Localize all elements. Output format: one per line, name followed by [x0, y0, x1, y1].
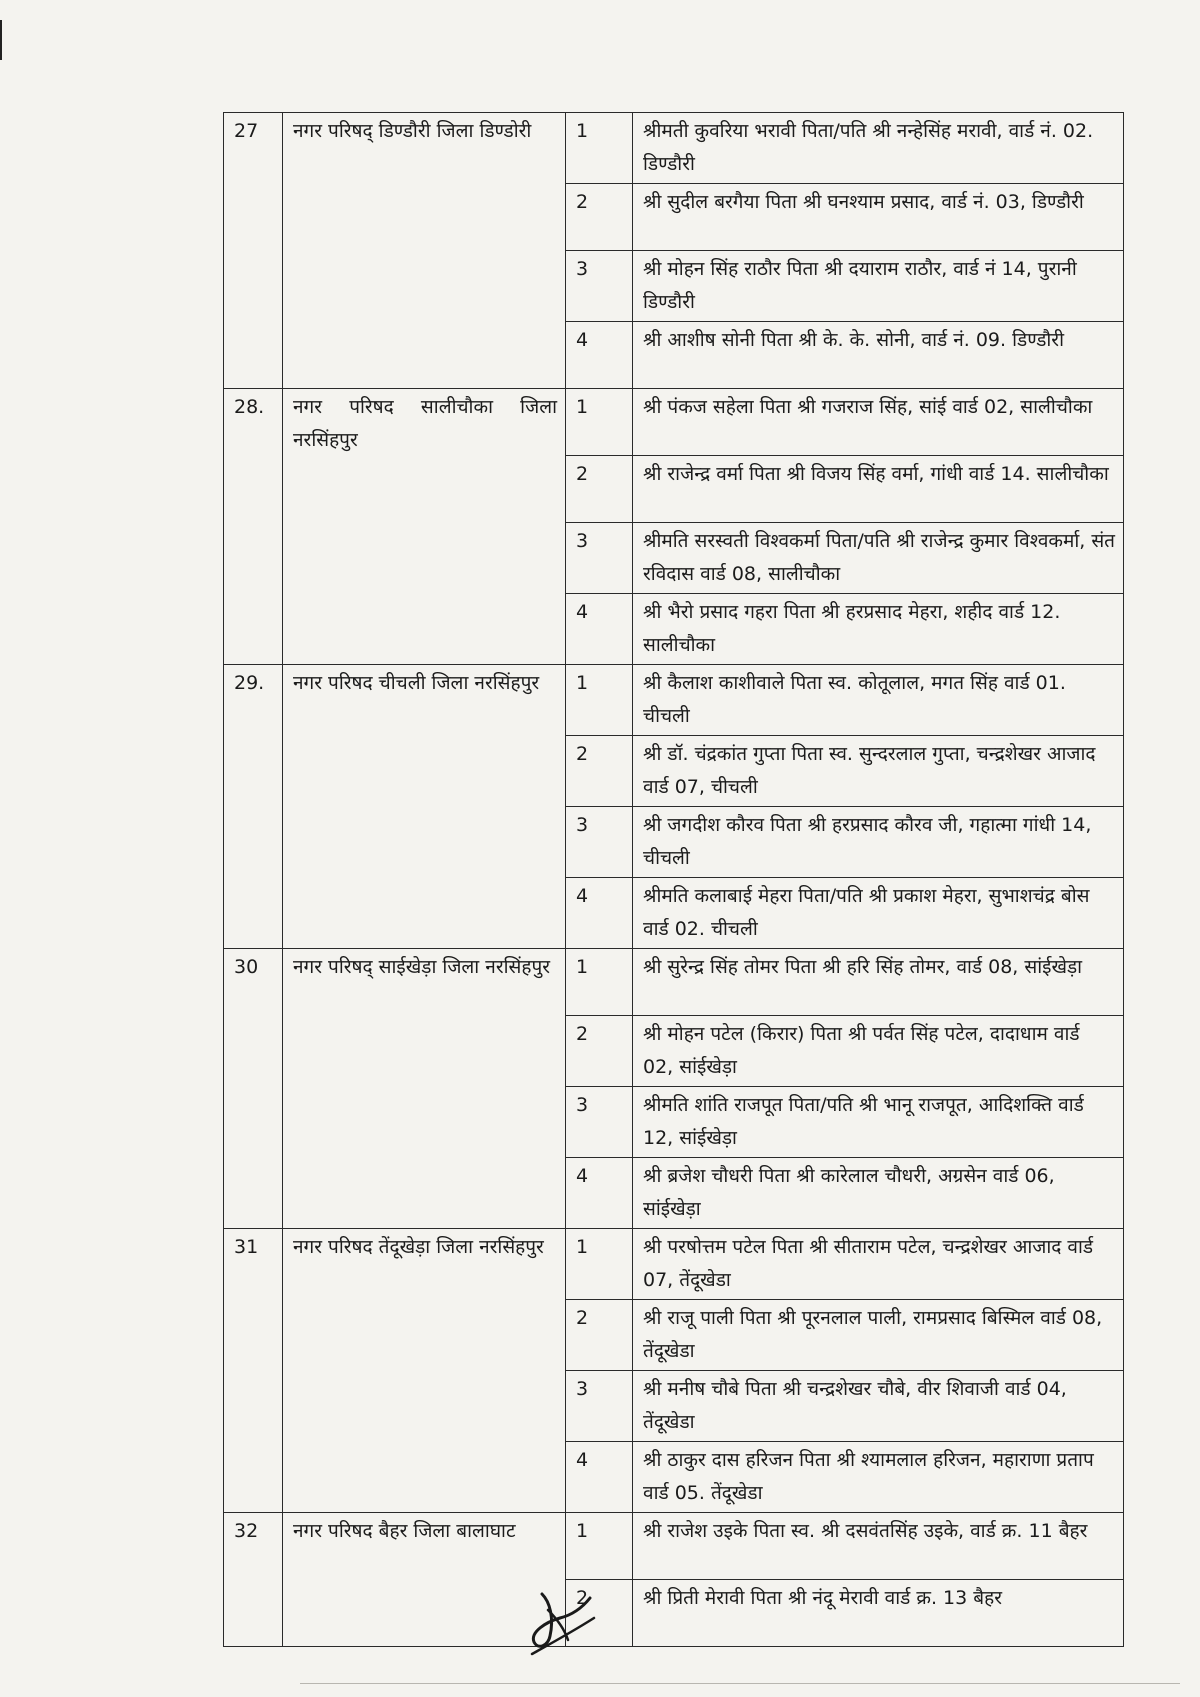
- members-table: [223, 112, 1124, 1647]
- member-details: श्री डॉ. चंद्रकांत गुप्ता पिता स्व. सुन्दरलाल गुप्ता, चन्द्रशेखर आजाद वार्ड 07, चीचली: [633, 736, 1124, 807]
- table-row: [224, 113, 1124, 184]
- member-index: 4: [566, 322, 633, 389]
- member-details: श्री सुदील बरगैया पिता श्री घनश्याम प्रसाद, वार्ड नं. 03, डिण्डौरी: [633, 184, 1124, 251]
- table-row: [224, 665, 1124, 736]
- municipal-body-name: नगर परिषद सालीचौका जिला नरसिंहपुर: [283, 389, 566, 665]
- member-index: 3: [566, 251, 633, 322]
- serial-number: 28.: [224, 389, 283, 665]
- member-details: श्री ब्रजेश चौधरी पिता श्री कारेलाल चौधरी, अग्रसेन वार्ड 06, सांईखेड़ा: [633, 1158, 1124, 1229]
- member-index: 1: [566, 389, 633, 456]
- municipal-body-name: नगर परिषद बैहर जिला बालाघाट: [283, 1513, 566, 1647]
- member-details: श्रीमति कलाबाई मेहरा पिता/पति श्री प्रकाश मेहरा, सुभाशचंद्र बोस वार्ड 02. चीचली: [633, 878, 1124, 949]
- member-details: श्री मोहन सिंह राठौर पिता श्री दयाराम राठौर, वार्ड नं 14, पुरानी डिण्डौरी: [633, 251, 1124, 322]
- table-row: [224, 949, 1124, 1016]
- serial-number: 32: [224, 1513, 283, 1647]
- member-index: 2: [566, 1016, 633, 1087]
- table-row: [224, 389, 1124, 456]
- member-index: 3: [566, 1371, 633, 1442]
- serial-number: 29.: [224, 665, 283, 949]
- member-details: श्री कैलाश काशीवाले पिता स्व. कोतूलाल, मगत सिंह वार्ड 01. चीचली: [633, 665, 1124, 736]
- member-details: श्री मनीष चौबे पिता श्री चन्द्रशेखर चौबे, वीर शिवाजी वार्ड 04, तेंदूखेडा: [633, 1371, 1124, 1442]
- member-details: श्री जगदीश कौरव पिता श्री हरप्रसाद कौरव जी, गहात्मा गांधी 14, चीचली: [633, 807, 1124, 878]
- member-details: श्री राजेन्द्र वर्मा पिता श्री विजय सिंह वर्मा, गांधी वार्ड 14. सालीचौका: [633, 456, 1124, 523]
- member-details: श्री सुरेन्द्र सिंह तोमर पिता श्री हरि सिंह तोमर, वार्ड 08, सांईखेड़ा: [633, 949, 1124, 1016]
- page-edge-mark: [0, 20, 2, 60]
- serial-number: 31: [224, 1229, 283, 1513]
- municipal-body-name: नगर परिषद तेंदूखेड़ा जिला नरसिंहपुर: [283, 1229, 566, 1513]
- member-details: श्री राजू पाली पिता श्री पूरनलाल पाली, रामप्रसाद बिस्मिल वार्ड 08, तेंदूखेडा: [633, 1300, 1124, 1371]
- footer-rule: [300, 1683, 1180, 1684]
- member-index: 1: [566, 1229, 633, 1300]
- member-index: 2: [566, 736, 633, 807]
- member-details: श्री ठाकुर दास हरिजन पिता श्री श्यामलाल हरिजन, महाराणा प्रताप वार्ड 05. तेंदूखेडा: [633, 1442, 1124, 1513]
- member-index: 1: [566, 113, 633, 184]
- member-index: 2: [566, 1580, 633, 1647]
- member-details: श्रीमती कुवरिया भरावी पिता/पति श्री नन्हेसिंह मरावी, वार्ड नं. 02. डिण्डौरी: [633, 113, 1124, 184]
- serial-number: 27: [224, 113, 283, 389]
- member-index: 3: [566, 1087, 633, 1158]
- member-details: श्री आशीष सोनी पिता श्री के. के. सोनी, वार्ड नं. 09. डिण्डौरी: [633, 322, 1124, 389]
- serial-number: 30: [224, 949, 283, 1229]
- table-row: [224, 1513, 1124, 1580]
- member-details: श्री राजेश उइके पिता स्व. श्री दसवंतसिंह उइके, वार्ड क्र. 11 बैहर: [633, 1513, 1124, 1580]
- document-sheet: [223, 112, 1123, 1647]
- member-index: 2: [566, 456, 633, 523]
- member-details: श्रीमति सरस्वती विश्वकर्मा पिता/पति श्री राजेन्द्र कुमार विश्वकर्मा, संत रविदास वार्ड 08, सालीचौका: [633, 523, 1124, 594]
- municipal-body-name: नगर परिषद् डिण्डौरी जिला डिण्डोरी: [283, 113, 566, 389]
- member-index: 4: [566, 1158, 633, 1229]
- member-index: 4: [566, 1442, 633, 1513]
- member-details: श्री पंकज सहेला पिता श्री गजराज सिंह, सांई वार्ड 02, सालीचौका: [633, 389, 1124, 456]
- member-index: 3: [566, 523, 633, 594]
- member-details: श्री मोहन पटेल (किरार) पिता श्री पर्वत सिंह पटेल, दादाधाम वार्ड 02, सांईखेड़ा: [633, 1016, 1124, 1087]
- member-index: 1: [566, 665, 633, 736]
- municipal-body-name: नगर परिषद् साईखेड़ा जिला नरसिंहपुर: [283, 949, 566, 1229]
- member-index: 1: [566, 949, 633, 1016]
- municipal-body-name: नगर परिषद चीचली जिला नरसिंहपुर: [283, 665, 566, 949]
- member-index: 3: [566, 807, 633, 878]
- members-table-body: [224, 113, 1124, 1647]
- member-details: श्री भैरो प्रसाद गहरा पिता श्री हरप्रसाद मेहरा, शहीद वार्ड 12. सालीचौका: [633, 594, 1124, 665]
- member-index: 2: [566, 184, 633, 251]
- member-index: 4: [566, 878, 633, 949]
- member-index: 2: [566, 1300, 633, 1371]
- member-details: श्री प्रिती मेरावी पिता श्री नंदू मेरावी वार्ड क्र. 13 बैहर: [633, 1580, 1124, 1647]
- signature-mark: [520, 1588, 600, 1658]
- member-details: श्रीमति शांति राजपूत पिता/पति श्री भानू राजपूत, आदिशक्ति वार्ड 12, सांईखेड़ा: [633, 1087, 1124, 1158]
- table-row: [224, 1229, 1124, 1300]
- member-details: श्री परषोत्तम पटेल पिता श्री सीताराम पटेल, चन्द्रशेखर आजाद वार्ड 07, तेंदूखेडा: [633, 1229, 1124, 1300]
- member-index: 1: [566, 1513, 633, 1580]
- member-index: 4: [566, 594, 633, 665]
